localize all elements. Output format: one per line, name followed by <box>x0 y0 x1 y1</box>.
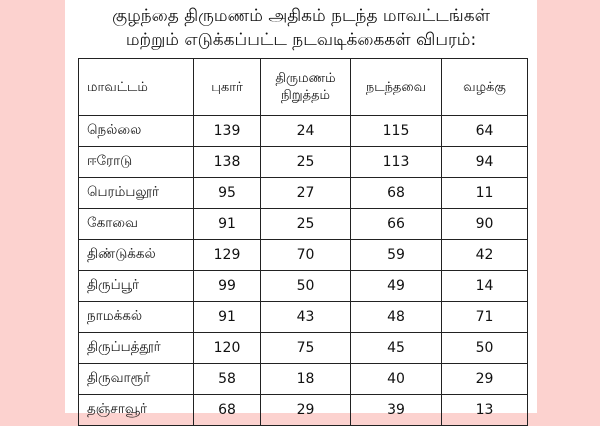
happened-cell: 59 <box>351 240 442 271</box>
cases-cell: 29 <box>442 364 528 395</box>
title-line-2: மற்றும் எடுக்கப்பட்ட நடவடிக்கைகள் விபரம்: <box>125 30 477 50</box>
cases-cell: 42 <box>442 240 528 271</box>
happened-cell: 45 <box>351 333 442 364</box>
cases-cell: 14 <box>442 271 528 302</box>
marriages-stopped-cell: 29 <box>261 395 351 426</box>
complaints-cell: 68 <box>194 395 261 426</box>
marriages-stopped-cell: 27 <box>261 178 351 209</box>
complaints-cell: 138 <box>194 147 261 178</box>
complaints-cell: 99 <box>194 271 261 302</box>
cases-cell: 13 <box>442 395 528 426</box>
table-body <box>79 116 528 426</box>
marriages-stopped-cell: 25 <box>261 209 351 240</box>
header-marriages-stopped-text: திருமணம் நிறுத்தம் <box>275 71 336 103</box>
marriages-stopped-cell: 50 <box>261 271 351 302</box>
complaints-cell: 139 <box>194 116 261 147</box>
complaints-cell: 120 <box>194 333 261 364</box>
district-cell: திருவாரூர் <box>79 364 194 395</box>
happened-cell: 66 <box>351 209 442 240</box>
district-cell: ஈரோடு <box>79 147 194 178</box>
district-cell: நாமக்கல் <box>79 302 194 333</box>
marriages-stopped-cell: 24 <box>261 116 351 147</box>
district-cell: திண்டுக்கல் <box>79 240 194 271</box>
district-cell: நெல்லை <box>79 116 194 147</box>
marriages-stopped-cell: 43 <box>261 302 351 333</box>
table-row <box>79 178 528 209</box>
happened-cell: 40 <box>351 364 442 395</box>
complaints-cell: 95 <box>194 178 261 209</box>
cases-cell: 94 <box>442 147 528 178</box>
table-row <box>79 240 528 271</box>
table-row <box>79 116 528 147</box>
cases-cell: 90 <box>442 209 528 240</box>
marriages-stopped-cell: 18 <box>261 364 351 395</box>
happened-cell: 48 <box>351 302 442 333</box>
header-district: மாவட்டம் <box>79 59 194 116</box>
complaints-cell: 129 <box>194 240 261 271</box>
marriages-stopped-cell: 25 <box>261 147 351 178</box>
table-row <box>79 395 528 426</box>
district-cell: திருப்பூர் <box>79 271 194 302</box>
district-cell: தஞ்சாவூர் <box>79 395 194 426</box>
marriages-stopped-cell: 75 <box>261 333 351 364</box>
district-cell: திருப்பத்தூர் <box>79 333 194 364</box>
cases-cell: 50 <box>442 333 528 364</box>
table-row <box>79 333 528 364</box>
happened-cell: 113 <box>351 147 442 178</box>
happened-cell: 49 <box>351 271 442 302</box>
table-row <box>79 302 528 333</box>
cases-cell: 71 <box>442 302 528 333</box>
district-cell: பெரம்பலூர் <box>79 178 194 209</box>
document-card <box>65 0 537 418</box>
happened-cell: 115 <box>351 116 442 147</box>
complaints-cell: 58 <box>194 364 261 395</box>
happened-cell: 68 <box>351 178 442 209</box>
complaints-cell: 91 <box>194 302 261 333</box>
header-marriages-stopped <box>261 59 351 116</box>
header-happened: நடந்தவை <box>351 59 442 116</box>
header-row <box>79 59 528 116</box>
complaints-cell: 91 <box>194 209 261 240</box>
table-row <box>79 271 528 302</box>
header-complaints: புகார் <box>194 59 261 116</box>
table-row <box>79 147 528 178</box>
cases-cell: 64 <box>442 116 528 147</box>
marriages-stopped-cell: 70 <box>261 240 351 271</box>
happened-cell: 39 <box>351 395 442 426</box>
cases-cell: 11 <box>442 178 528 209</box>
header-cases: வழக்கு <box>442 59 528 116</box>
table-row <box>79 364 528 395</box>
district-table <box>78 58 528 426</box>
table-row <box>79 209 528 240</box>
title-line-1: குழந்தை திருமணம் அதிகம் நடந்த மாவட்டங்கள் <box>112 6 490 26</box>
district-cell: கோவை <box>79 209 194 240</box>
